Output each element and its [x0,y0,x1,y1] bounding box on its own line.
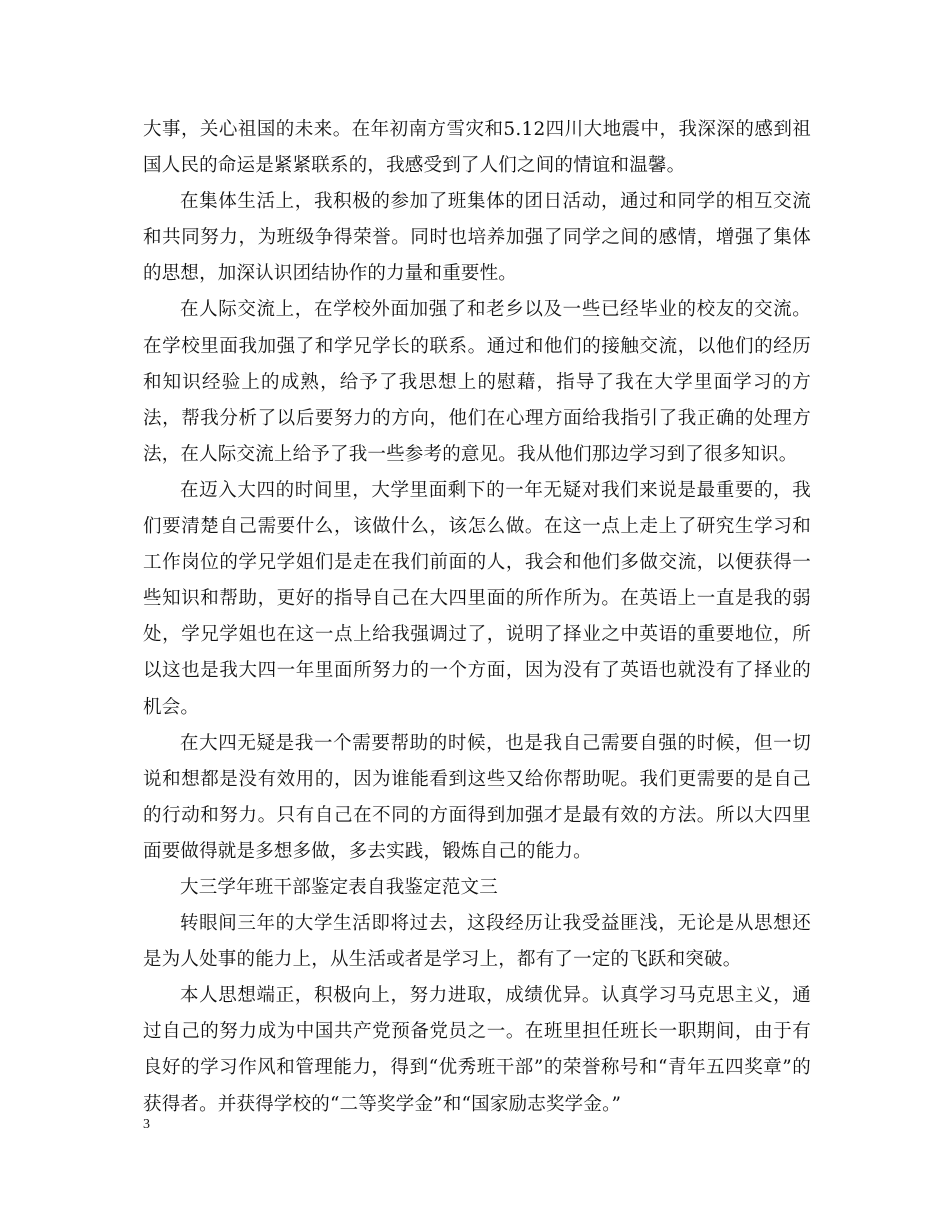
paragraph-senior-year: 在迈入大四的时间里，大学里面剩下的一年无疑对我们来说是最重要的，我们要清楚自己需要什么，该做什么，该怎么做。在这一点上走上了研究生学习和工作岗位的学兄学姐们是走在我们前面的人，我会和他们多做交流，以便获得一些知识和帮助，更好的指导自己在大四里面的所作所为。在英语上一直是我的弱处，学兄学姐也在这一点上给我强调过了，说明了择业之中英语的重要地位，所以这也是我大四一年里面所努力的一个方面，因为没有了英语也就没有了择业的机会。 [143,479,811,718]
paragraph-collective-life: 在集体生活上，我积极的参加了班集体的团日活动，通过和同学的相互交流和共同努力，为班级争得荣誉。同时也培养加强了同学之间的感情，增强了集体的思想，加深认识团结协作的力量和重要性。 [143,191,811,285]
paragraph-continuation: 大事，关心祖国的未来。在年初南方雪灾和5.12四川大地震中，我深深的感到祖国人民的命运是紧紧联系的，我感受到了人们之间的情谊和温馨。 [143,119,811,177]
paragraph-three-years: 转眼间三年的大学生活即将过去，这段经历让我受益匪浅，无论是从思想还是为人处事的能力上，从生活或者是学习上，都有了一定的飞跃和突破。 [143,913,811,971]
section-heading: 大三学年班干部鉴定表自我鉴定范文三 [180,876,498,898]
document-body [143,112,811,1123]
paragraph-interpersonal: 在人际交流上，在学校外面加强了和老乡以及一些已经毕业的校友的交流。在学校里面我加强了和学兄学长的联系。通过和他们的接触交流，以他们的经历和知识经验上的成熟，给予了我思想上的慰藉，指导了我在大学里面学习的方法，帮我分析了以后要努力的方向，他们在心理方面给我指引了我正确的处理方法，在人际交流上给予了我一些参考的意见。我从他们那边学习到了很多知识。 [143,299,811,465]
page-number: 3 [143,1117,150,1132]
paragraph-self-reliance: 在大四无疑是我一个需要帮助的时候，也是我自己需要自强的时候，但一切说和想都是没有效用的，因为谁能看到这些又给你帮助呢。我们更需要的是自己的行动和努力。只有自己在不同的方面得到加强才是最有效的方法。所以大四里面要做得就是多想多做，多去实践，锻炼自己的能力。 [143,732,811,862]
paragraph-achievements: 本人思想端正，积极向上，努力进取，成绩优异。认真学习马克思主义，通过自己的努力成为中国共产党预备党员之一。在班里担任班长一职期间，由于有良好的学习作风和管理能力，得到“优秀班干部”的荣誉称号和“青年五四奖章”的获得者。并获得学校的“二等奖学金”和“国家励志奖学金。” [143,985,811,1115]
